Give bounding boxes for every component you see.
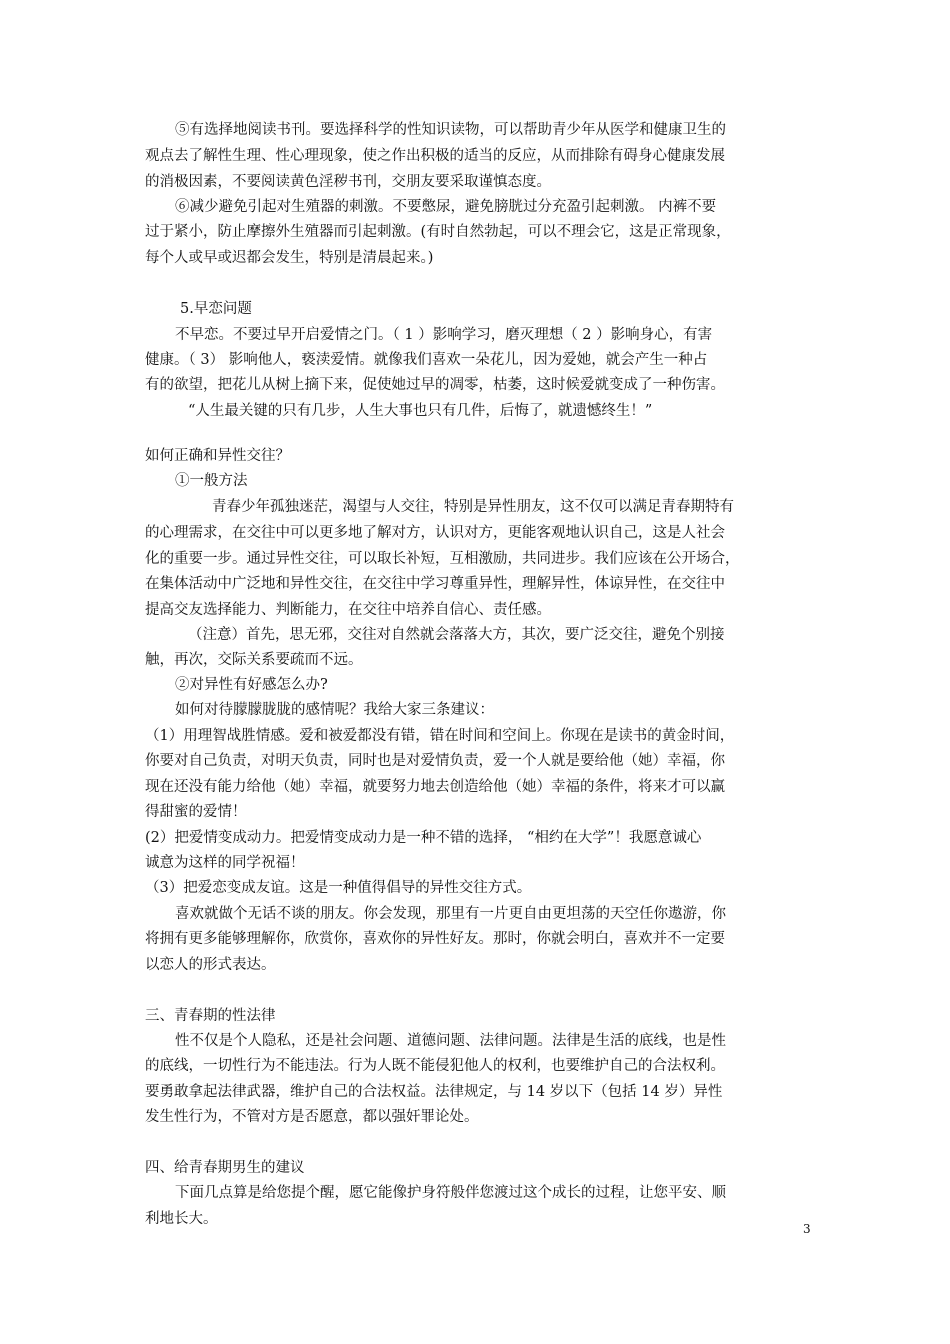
body-text: 如何对待朦朦胧胧的感情呢？我给大家三条建议： — [175, 702, 494, 718]
body-text: 有的欲望，把花儿从树上摘下来，促使她过早的凋零，枯萎，这时候爱就变成了一种伤害。 — [145, 377, 725, 393]
subsection-heading: ①一般方法 — [175, 473, 248, 489]
body-text: （1）用理智战胜情感。爱和被爱都没有错，错在时间和空间上。你现在是读书的黄金时间， — [145, 728, 735, 744]
body-text: 化的重要一步。通过异性交往，可以取长补短，互相激励，共同进步。我们应该在公开场合， — [145, 551, 740, 567]
body-text: 喜欢就做个无话不谈的朋友。你会发现，那里有一片更自由更坦荡的天空任你遨游，你 — [175, 906, 726, 922]
page-number: 3 — [803, 1222, 811, 1236]
body-text: 以恋人的形式表达。 — [145, 957, 276, 973]
body-text: 要勇敢拿起法律武器，维护自己的合法权益。法律规定，与 14 岁以下（包括 14 岁）异性 — [145, 1084, 723, 1100]
body-text: （3）把爱恋变成友谊。这是一种值得倡导的异性交往方式。 — [145, 880, 532, 896]
body-text: 的底线，一切性行为不能违法。行为人既不能侵犯他人的权利，也要维护自己的合法权利。 — [145, 1058, 725, 1074]
quote-text: “人生最关键的只有几步，人生大事也只有几件，后悔了，就遗憾终生！” — [188, 403, 653, 419]
body-text: ⑤有选择地阅读书刊。要选择科学的性知识读物，可以帮助青少年从医学和健康卫生的 — [175, 122, 726, 138]
body-text: ⑥减少避免引起对生殖器的刺激。不要憋尿，避免膀胱过分充盈引起刺激。 内裤不要 — [175, 199, 717, 215]
body-text: 的心理需求，在交往中可以更多地了解对方，认识对方，更能客观地认识自己，这是人社会 — [145, 525, 725, 541]
body-text: 性不仅是个人隐私，还是社会问题、道德问题、法律问题。法律是生活的底线，也是性 — [175, 1033, 726, 1049]
section-heading: 5.早恋问题 — [180, 301, 252, 317]
section-heading: 四、给青春期男生的建议 — [145, 1160, 305, 1176]
body-text: (2）把爱情变成动力。把爱情变成动力是一种不错的选择， “相约在大学”！我愿意诚心 — [145, 830, 702, 846]
body-text: 每个人或早或迟都会发生，特别是清晨起来。) — [145, 250, 434, 266]
body-text: （注意）首先，思无邪，交往对自然就会落落大方，其次，要广泛交往，避免个别接 — [188, 627, 725, 643]
body-text: 现在还没有能力给他（她）幸福，就要努力地去创造给他（她）幸福的条件，将来才可以赢 — [145, 779, 725, 795]
body-text: 将拥有更多能够理解你，欣赏你，喜欢你的异性好友。那时，你就会明白，喜欢并不一定要 — [145, 931, 725, 947]
body-text: 诚意为这样的同学祝福！ — [145, 855, 305, 871]
body-text: 的消极因素，不要阅读黄色淫秽书刊，交朋友要采取谨慎态度。 — [145, 174, 551, 190]
body-text: 不早恋。不要过早开启爱情之门。（ 1 ）影响学习，磨灭理想（ 2 ）影响身心，有害 — [175, 327, 713, 343]
section-heading: 三、青春期的性法律 — [145, 1008, 276, 1024]
subsection-heading: ②对异性有好感怎么办? — [175, 677, 328, 693]
body-text: 利地长大。 — [145, 1211, 218, 1227]
body-text: 触，再次，交际关系要疏而不远。 — [145, 652, 363, 668]
body-text: 提高交友选择能力、判断能力，在交往中培养自信心、责任感。 — [145, 602, 551, 618]
body-text: 观点去了解性生理、性心理现象，使之作出积极的适当的反应，从而排除有碍身心健康发展 — [145, 148, 725, 164]
body-text: 得甜蜜的爱情！ — [145, 804, 247, 820]
body-text: 你要对自己负责，对明天负责，同时也是对爱情负责，爱一个人就是要给他（她）幸福，你 — [145, 753, 725, 769]
body-text: 在集体活动中广泛地和异性交往，在交往中学习尊重异性，理解异性，体谅异性，在交往中 — [145, 576, 725, 592]
body-text: 青春少年孤独迷茫，渴望与人交往，特别是异性朋友，这不仅可以满足青春期特有 — [212, 499, 734, 515]
body-text: 过于紧小，防止摩擦外生殖器而引起刺激。(有时自然勃起，可以不理会它，这是正常现象， — [145, 224, 731, 240]
body-text: 发生性行为，不管对方是否愿意，都以强奸罪论处。 — [145, 1109, 479, 1125]
section-heading: 如何正确和异性交往？ — [145, 448, 290, 464]
body-text: 下面几点算是给您提个醒，愿它能像护身符般伴您渡过这个成长的过程，让您平安、顺 — [175, 1185, 726, 1201]
body-text: 健康。（ 3） 影响他人，亵渎爱情。就像我们喜欢一朵花儿，因为爱她，就会产生一种占 — [145, 352, 708, 368]
